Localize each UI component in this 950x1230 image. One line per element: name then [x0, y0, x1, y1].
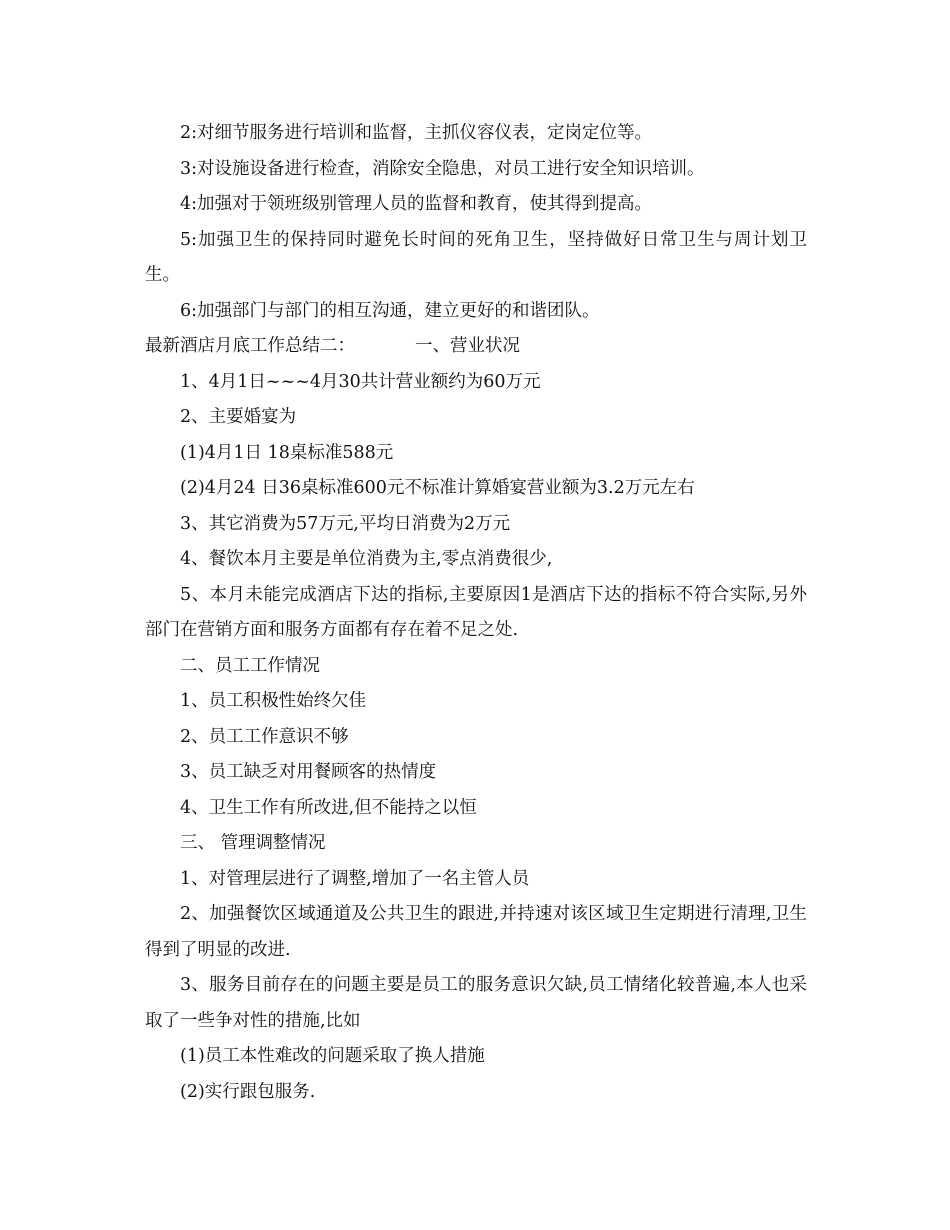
- staff-item-3: 3、员工缺乏对用餐顾客的热情度: [180, 762, 437, 782]
- staff-item-4: 4、卫生工作有所改进,但不能持之以恒: [180, 797, 477, 818]
- management-item-3: 3、服务目前存在的问题主要是员工的服务意识欠缺,员工情绪化较普遍,本人也采取了一些争对性的措施,比如: [145, 975, 807, 1031]
- management-item-2: 2、加强餐饮区域通道及公共卫生的跟进,并持速对该区域卫生定期进行清理,卫生得到了明显的改进.: [145, 904, 807, 960]
- management-item-1: 1、对管理层进行了调整,增加了一名主管人员: [180, 868, 530, 889]
- staff-item-2: 2、员工工作意识不够: [180, 726, 349, 747]
- catering-consumption: 4、餐饮本月主要是单位消费为主,零点消费很少,: [180, 549, 553, 569]
- paragraph-item-6: 6:加强部门与部门的相互沟通，建立更好的和谐团队。: [180, 300, 600, 321]
- other-consumption: 3、其它消费为57万元,平均日消费为2万元: [180, 513, 511, 534]
- staff-section-heading: 二、员工工作情况: [180, 655, 320, 676]
- wedding-item-1: (1)4月1日 18桌标准588元: [180, 442, 394, 463]
- management-section-heading: 三、 管理调整情况: [180, 833, 326, 853]
- paragraph-item-3: 3:对设施设备进行检查，消除安全隐患，对员工进行安全知识培训。: [180, 158, 705, 179]
- measure-item-1: (1)员工本性难改的问题采取了换人措施: [180, 1046, 485, 1066]
- wedding-item-2: (2)4月24 日36桌标准600元不标准计算婚宴营业额为3.2万元左右: [180, 478, 695, 498]
- measure-item-2: (2)实行跟包服务.: [180, 1081, 316, 1102]
- paragraph-item-2: 2:对细节服务进行培训和监督，主抓仪容仪表，定岗定位等。: [180, 123, 653, 143]
- document-body: [145, 116, 807, 1110]
- section-heading-prefix: 最新酒店月底工作总结二：: [145, 336, 355, 356]
- revenue-total: 1、4月1日~~~4月30共计营业额约为60万元: [180, 371, 541, 392]
- staff-item-1: 1、员工积极性始终欠佳: [180, 691, 367, 711]
- wedding-heading: 2、主要婚宴为: [180, 407, 297, 427]
- paragraph-item-4: 4:加强对于领班级别管理人员的监督和教育，使其得到提高。: [180, 194, 653, 214]
- target-analysis: 5、本月未能完成酒店下达的指标,主要原因1是酒店下达的指标不符合实际,另外部门在营销方面和服务方面都有存在着不足之处.: [145, 584, 807, 640]
- section-heading: [145, 329, 807, 365]
- section-heading-title: 一、营业状况: [415, 336, 520, 356]
- paragraph-item-5: 5:加强卫生的保持同时避免长时间的死角卫生，坚持做好日常卫生与周计划卫生。: [145, 229, 807, 285]
